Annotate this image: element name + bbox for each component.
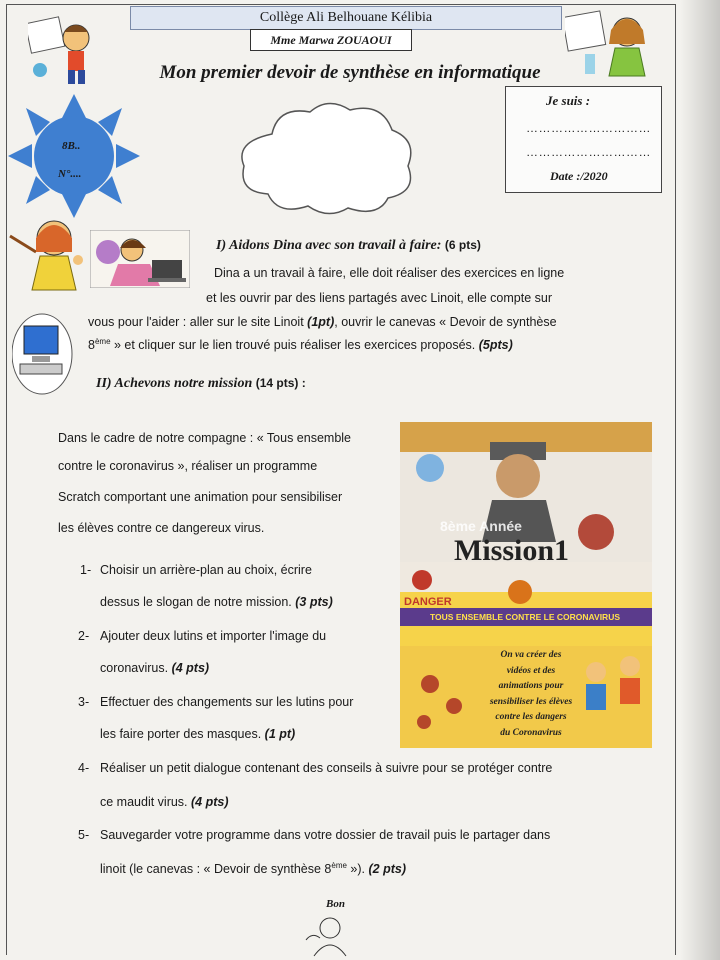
page-title: Mon premier devoir de synthèse en informatique xyxy=(159,62,541,83)
line-4-text-a: 8 xyxy=(88,338,95,353)
poster-top-text: 8ème Année xyxy=(440,518,522,534)
poster-mission-title: Mission1 xyxy=(454,534,570,567)
item-5-line-1: Sauvegarder votre programme dans votre dossier de travail puis le partager dans xyxy=(100,828,551,842)
intro-line-1: Dans le cadre de notre compagne : « Tous ensemble xyxy=(58,431,352,445)
line-3-text-a: vous pour l'aider : aller sur le site Linoit xyxy=(88,315,308,329)
name-field-2: ………………………… xyxy=(526,145,651,159)
number-label: N°.... xyxy=(58,168,82,180)
item-1-line-1: Choisir un arrière-plan au choix, écrire xyxy=(100,563,312,577)
item-1-number: 1- xyxy=(80,563,92,577)
teacher-clipart-icon xyxy=(8,212,98,298)
item-4-line-2 xyxy=(100,794,229,810)
mission-poster xyxy=(400,422,652,748)
intro-line-2: contre le coronavirus », réaliser un programme xyxy=(58,459,318,473)
section-1-line-3 xyxy=(88,314,557,330)
line-4-sup: ème xyxy=(94,337,111,346)
item-1-text: dessus le slogan de notre mission. xyxy=(100,595,296,609)
item-3-text: les faire porter des masques. xyxy=(100,727,265,741)
item-3-line-2 xyxy=(100,726,295,742)
student-info-box xyxy=(505,86,662,193)
section-1-points: (6 pts) xyxy=(444,238,481,252)
item-5-sup: ème xyxy=(331,861,347,870)
item-2-points: (4 pts) xyxy=(171,661,210,675)
poster-msg-2: vidéos et des xyxy=(506,665,556,676)
poster-msg-5: contre les dangers xyxy=(495,712,567,722)
line-3-text-b: , ouvrir le canevas « Devoir de synthèse xyxy=(334,315,557,329)
item-5-points: (2 pts) xyxy=(368,862,406,877)
poster-msg-1: On va créer des xyxy=(500,650,562,660)
item-5-text-b: »). xyxy=(346,862,369,877)
je-suis-label: Je suis : xyxy=(546,93,591,108)
item-5-text-a: linoit (le canevas : « Devoir de synthèse 8 xyxy=(100,862,332,877)
item-2-line-1: Ajouter deux lutins et importer l'image du xyxy=(100,629,327,643)
item-3-points: (1 pt) xyxy=(264,727,296,741)
item-5-number: 5- xyxy=(78,828,90,842)
class-label: 8B.. xyxy=(62,140,81,152)
name-field: ………………………… xyxy=(526,121,651,135)
intro-line-3: Scratch comportant une animation pour sensibiliser xyxy=(58,490,343,504)
girl-laptop-image xyxy=(90,230,190,288)
item-4-line-1: Réaliser un petit dialogue contenant des conseils à suivre pour se protéger contre xyxy=(100,761,553,775)
school-name: Collège Ali Belhouane Kélibia xyxy=(130,6,562,30)
item-1-line-2 xyxy=(100,594,333,610)
cloud-shape-icon xyxy=(232,96,420,220)
poster-msg-4: sensibiliser les élèves xyxy=(489,696,573,707)
item-3-number: 3- xyxy=(78,695,90,709)
item-5-line-2 xyxy=(100,858,406,877)
poster-danger-label: DANGER xyxy=(404,596,452,608)
teacher-name: Mme Marwa ZOUAOUI xyxy=(250,29,412,51)
item-4-text: ce maudit virus. xyxy=(100,795,192,809)
line-4-points: (5pts) xyxy=(478,338,513,353)
item-2-line-2 xyxy=(100,660,209,676)
poster-msg-3: animations pour xyxy=(498,681,564,691)
poster-message xyxy=(472,648,590,741)
item-4-number: 4- xyxy=(78,761,90,775)
section-1-line-4 xyxy=(88,334,513,353)
section-1-heading: I) Aidons Dina avec son travail à faire: xyxy=(216,238,442,253)
line-4-text-b: » et cliquer sur le lien trouvé puis réaliser les exercices proposés. xyxy=(110,338,479,353)
section-2-heading: II) Achevons notre mission xyxy=(96,376,253,391)
intro-line-4: les élèves contre ce dangereux virus. xyxy=(58,521,265,535)
section-1-line-1: Dina a un travail à faire, elle doit réaliser des exercices en ligne xyxy=(214,266,565,280)
section-1-line-2: et les ouvrir par des liens partagés avec Linoit, elle compte sur xyxy=(206,291,553,305)
item-2-number: 2- xyxy=(78,629,90,643)
section-2-points: (14 pts) : xyxy=(255,376,306,390)
item-3-line-1: Effectuer des changements sur les lutins pour xyxy=(100,695,354,709)
page-shadow xyxy=(680,0,720,960)
item-4-points: (4 pts) xyxy=(191,795,229,809)
item-1-points: (3 pts) xyxy=(295,595,333,609)
poster-msg-6: du Coronavirus xyxy=(500,727,562,738)
boy-clipart-icon xyxy=(28,12,98,87)
item-2-text: coronavirus. xyxy=(100,661,172,675)
sun-badge-icon xyxy=(8,94,140,218)
computer-clipart-icon xyxy=(12,312,76,396)
date-label: Date :/2020 xyxy=(550,169,608,183)
poster-slogan: TOUS ENSEMBLE CONTRE LE CORONAVIRUS xyxy=(430,612,621,622)
good-luck-clipart-icon xyxy=(300,910,360,958)
footer-bon: Bon xyxy=(326,898,345,910)
line-3-points: (1pt) xyxy=(307,315,335,329)
